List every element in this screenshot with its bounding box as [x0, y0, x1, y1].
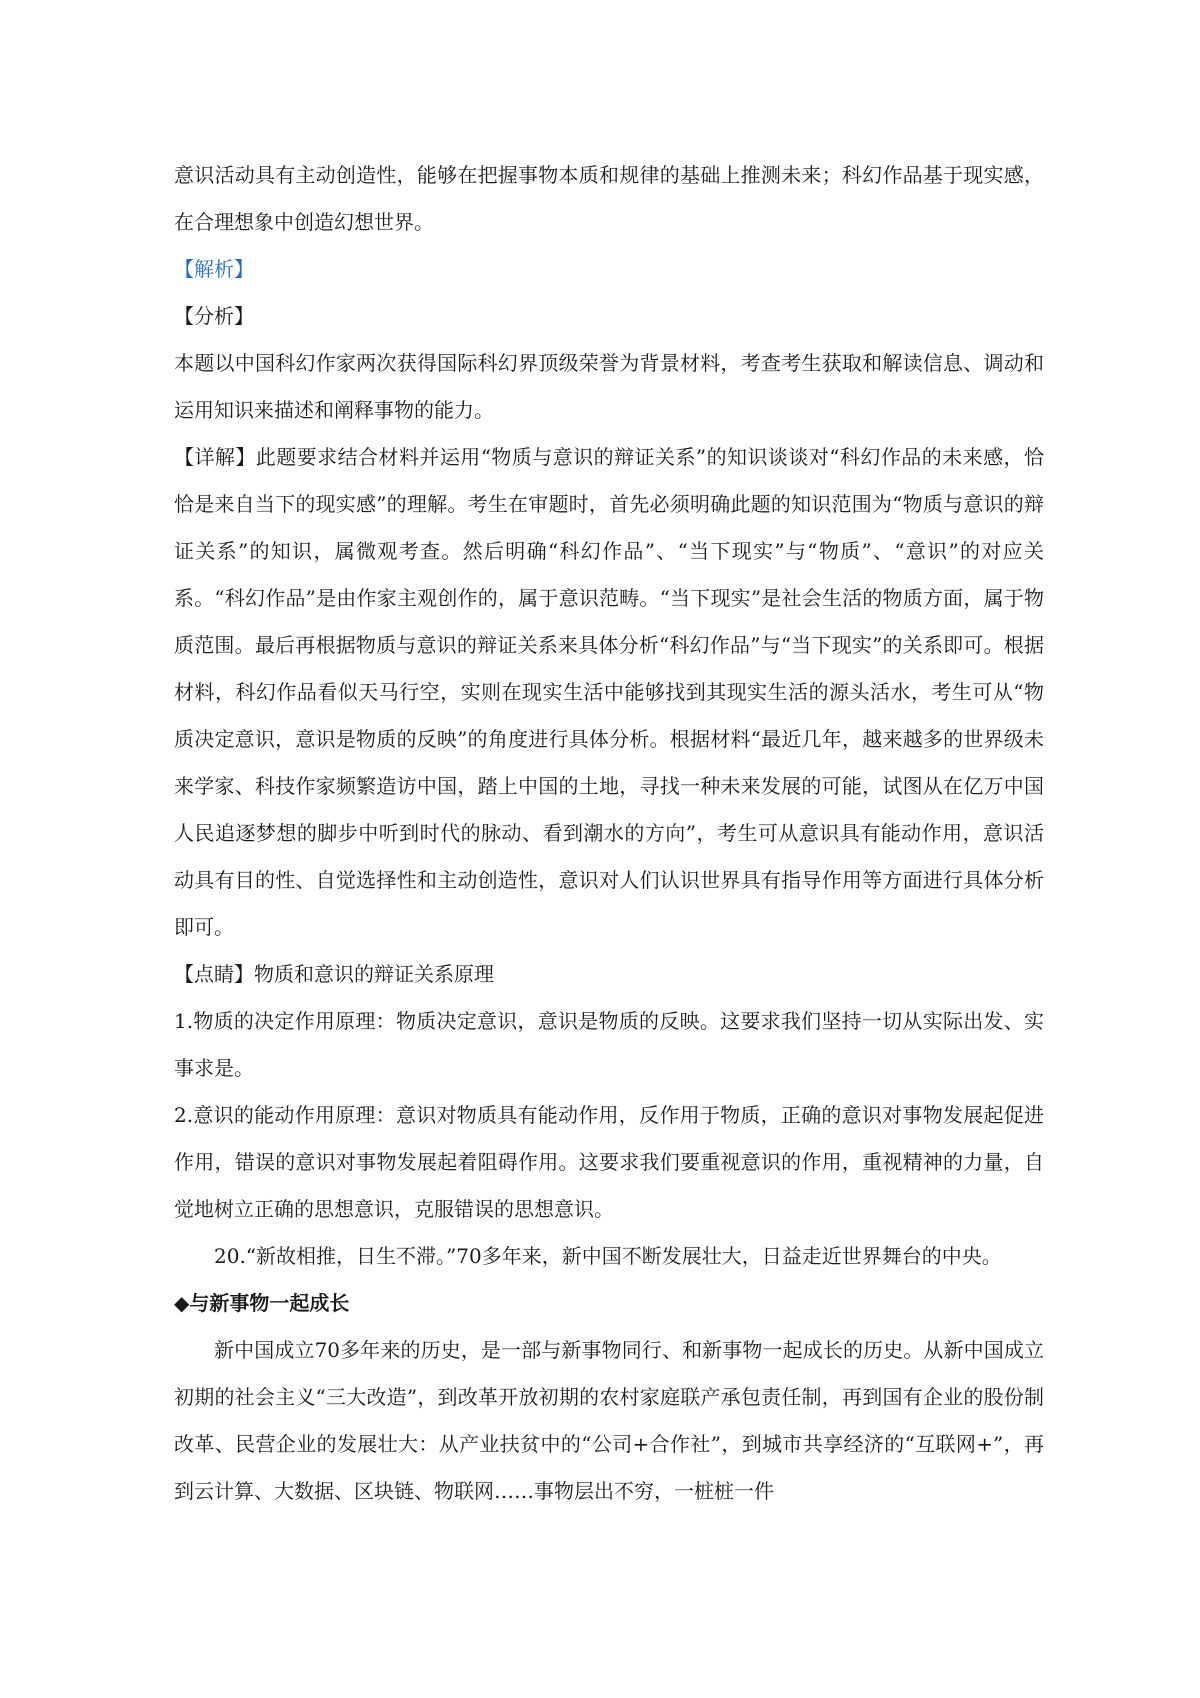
section-heading-new-things: ◆与新事物一起成长: [174, 1291, 350, 1315]
dianjing-heading: 【点睛】物质和意识的辩证关系原理: [174, 962, 494, 986]
principle-point-1: 1.物质的决定作用原理：物质决定意识，意识是物质的反映。这要求我们坚持一切从实际出发、实事求是。: [174, 1009, 1044, 1080]
analysis-label: 【解析】: [174, 257, 254, 281]
question-20-stem: 20.“新故相推，日生不滞。”70多年来，新中国不断发展壮大，日益走近世界舞台的中央。: [214, 1244, 1002, 1268]
fenxi-paragraph: 本题以中国科幻作家两次获得国际科幻界顶级荣誉为背景材料，考查考生获取和解读信息、调动和运用知识来描述和阐释事物的能力。: [174, 351, 1044, 422]
principle-point-2: 2.意识的能动作用原理：意识对物质具有能动作用，反作用于物质，正确的意识对事物发展起促进作用，错误的意识对事物发展起着阻碍作用。这要求我们要重视意识的作用，重视精神的力量，自觉地树立正确的思想意识，克服错误的思想意识。: [174, 1103, 1044, 1221]
detailed-explanation-paragraph: 【详解】此题要求结合材料并运用“物质与意识的辩证关系”的知识谈谈对“科幻作品的未来感，恰恰是来自当下的现实感”的理解。考生在审题时，首先必须明确此题的知识范围为“物质与意识的辩证关系”的知识，属微观考查。然后明确“科幻作品”、“当下现实”与“物质”、“意识”的对应关系。“科幻作品”是由作家主观创作的，属于意识范畴。“当下现实”是社会生活的物质方面，属于物质范围。最后再根据物质与意识的辩证关系来具体分析“科幻作品”与“当下现实”的关系即可。根据材料，科幻作品看似天马行空，实则在现实生活中能够找到其现实生活的源头活水，考生可从“物质决定意识，意识是物质的反映”的角度进行具体分析。根据材料“最近几年，越来越多的世界级未来学家、科技作家频繁造访中国，踏上中国的土地，寻找一种未来发展的可能，试图从在亿万中国人民追逐梦想的脚步中听到时代的脉动、看到潮水的方向”，考生可从意识具有能动作用，意识活动具有目的性、自觉选择性和主动创造性，意识对人们认识世界具有指导作用等方面进行具体分析即可。: [174, 445, 1044, 939]
document-body: [174, 152, 1044, 1515]
section-paragraph-new-things: 新中国成立70多年来的历史，是一部与新事物同行、和新事物一起成长的历史。从新中国成立初期的社会主义“三大改造”，到改革开放初期的农村家庭联产承包责任制，再到国有企业的股份制改革、民营企业的发展壮大：从产业扶贫中的“公司+合作社”，到城市共享经济的“互联网+”，再到云计算、大数据、区块链、物联网……事物层出不穷，一桩桩一件: [174, 1338, 1044, 1503]
answer-paragraph: 意识活动具有主动创造性，能够在把握事物本质和规律的基础上推测未来；科幻作品基于现实感，在合理想象中创造幻想世界。: [174, 163, 1044, 234]
fenxi-label: 【分析】: [174, 304, 254, 328]
